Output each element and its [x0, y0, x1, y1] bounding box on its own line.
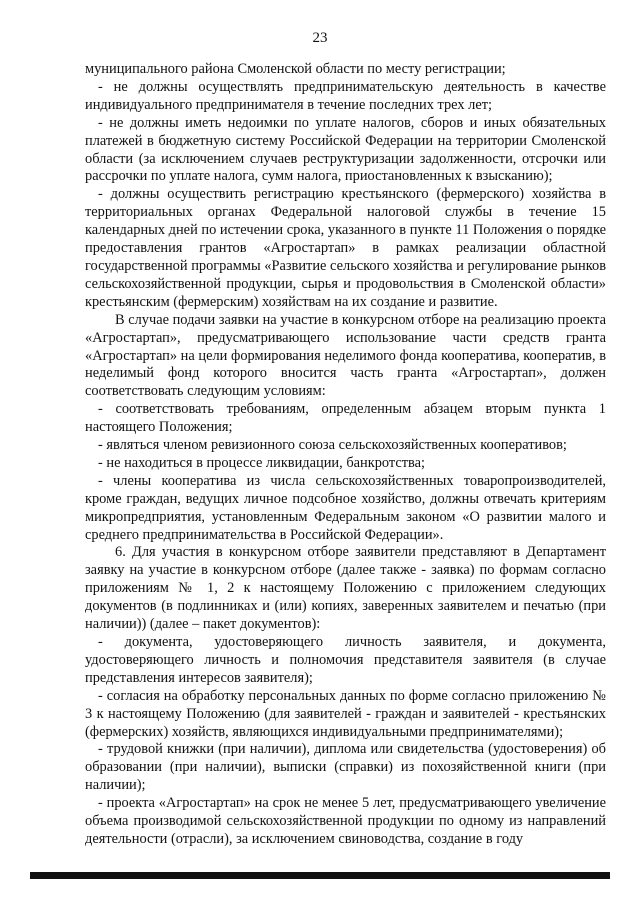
paragraph: - должны осуществить регистрацию крестьянского (фермерского) хозяйства в территориальных органах Федеральной налоговой службы в течение 15 календарных дней по истечении срока, указанного в пункте 11 Положения о порядке предоставления грантов «Агростартап» в рамках реализации областной государственной программы «Развитие сельского хозяйства и регулирование рынков сельскохозяйственной продукции, сырья и продовольствия в Смоленской области» крестьянским (фермерским) хозяйствам на их создание и развитие.: [85, 186, 606, 310]
paragraph: муниципального района Смоленской области по месту регистрации;: [85, 61, 506, 77]
paragraph: - не должны иметь недоимки по уплате налогов, сборов и иных обязательных платежей в бюджетную систему Российской Федерации на территории Смоленской области (за исключением случаев реструктуризации задолженности, отсрочки или рассрочки по уплате налога, сумм налога, приостановленных к взысканию);: [85, 114, 606, 185]
paragraph: 6. Для участия в конкурсном отборе заявители представляют в Департамент заявку на участие в конкурсном отборе (далее также - заявка) по формам согласно приложениям № 1, 2 к настоящему Положению с приложением следующих документов (в подлинниках и (или) копиях, заверенных заявителем и печатью (при наличии)) (далее – пакет документов):: [85, 544, 606, 633]
document-body: [85, 61, 606, 849]
paragraph: - являться членом ревизионного союза сельскохозяйственных кооперативов;: [98, 437, 567, 454]
paragraph: В случае подачи заявки на участие в конкурсном отборе на реализацию проекта «Агростартап», предусматривающего использование части средств гранта «Агростартап» на цели формирования неделимого фонда кооператива, кооператив, в неделимый фонд которого вносится часть гранта «Агростартап», должен соответствовать следующим условиям:: [85, 311, 606, 400]
paragraph: - согласия на обработку персональных данных по форме согласно приложению № 3 к настоящему Положению (для заявителей - граждан и заявителей - крестьянских (фермерских) хозяйств, являющихся индивидуальными предпринимателями);: [85, 687, 606, 740]
bottom-rule: [30, 872, 610, 879]
page-number: 23: [312, 30, 328, 46]
paragraph: - не должны осуществлять предпринимательскую деятельность в качестве индивидуального предпринимателя в течение последних трех лет;: [85, 78, 606, 113]
paragraph: - трудовой книжки (при наличии), диплома или свидетельства (удостоверения) об образовании (при наличии), выписки (справки) из похозяйственной книги (при наличии);: [85, 741, 606, 794]
paragraph: - члены кооператива из числа сельскохозяйственных товаропроизводителей, кроме граждан, ведущих личное подсобное хозяйство, должны отвечать критериям микропредприятия, установленным Федеральным законом «О развитии малого и среднего предпринимательства в Российской Федерации».: [85, 472, 606, 543]
paragraph: - не находиться в процессе ликвидации, банкротства;: [98, 454, 426, 471]
paragraph: - соответствовать требованиям, определенным абзацем вторым пункта 1 настоящего Положения;: [85, 401, 606, 436]
paragraph: - документа, удостоверяющего личность заявителя, и документа, удостоверяющего личность и полномочия представителя заявителя (в случае представления интересов заявителя);: [85, 634, 606, 686]
paragraph: - проекта «Агростартап» на срок не менее 5 лет, предусматривающего увеличение объема производимой сельскохозяйственной продукции по одному из направлений деятельности (отрасли), за исключением свиноводства, создание в году: [85, 795, 606, 847]
